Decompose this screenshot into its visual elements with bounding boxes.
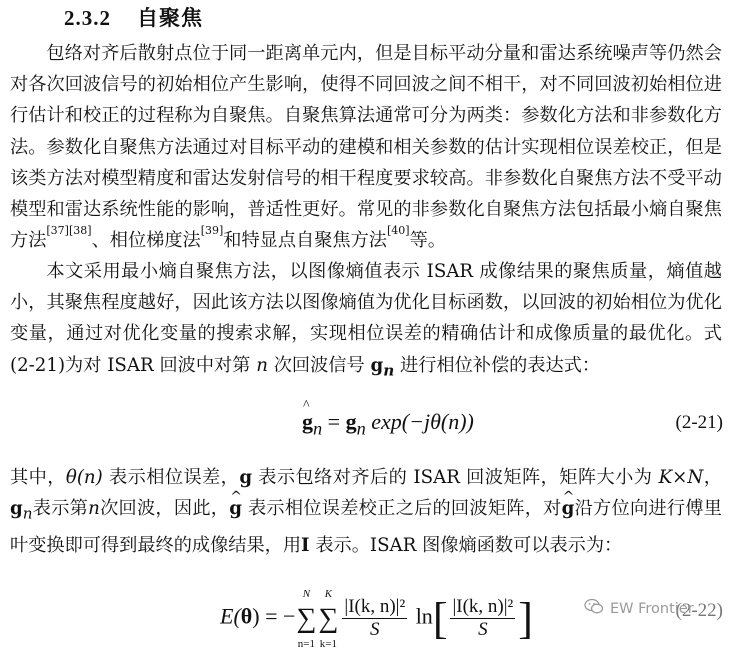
section-title: 自聚焦	[137, 5, 203, 30]
var-theta-n: θ(n)	[65, 467, 103, 488]
eq2-lhs-close: ) = −	[252, 603, 296, 629]
sum-k-lower: k=1	[319, 637, 337, 650]
citation-37-38[interactable]: [37][38]	[46, 224, 92, 238]
para1-text-a: 包络对齐后散射点位于同一距离单元内，但是目标平动分量和雷达系统噪声等仍然会对各次回波信号的初始相位产生影响，使得不同回波之间不相干，对不同回波初始相位进行估计和校正的过程称为自聚焦。自聚焦算法通常可分为两类：参数化方法和非参数化方法。参数化自聚焦方法通过对目标平动的建模和相关参数的估计实现相位误差校正，但是该类方法对模型精度和雷达发射信号的相干程度要求较高。非参数化自聚焦方法不受平动模型和雷达系统性能的影响，普适性更好。常见的非参数化自聚焦方法包括最小熵自聚焦方法	[10, 43, 722, 252]
para1-text-c: 和特显点自聚焦方法	[223, 230, 387, 252]
watermark-text: EW Frontier	[610, 600, 694, 617]
var-k-times-n: K×N	[658, 467, 704, 488]
fraction-intensity-2	[450, 596, 515, 641]
para1-text-d: 等。	[409, 230, 446, 252]
sum-k-upper: K	[324, 587, 333, 600]
eq1-g-sub: n	[356, 418, 366, 439]
sum-n-lower: n=1	[297, 637, 315, 650]
ln-symbol: ln	[410, 603, 433, 629]
para2-text-c: 进行相位补偿的表达式：	[400, 354, 601, 376]
var-g-n-sub: n	[22, 504, 33, 523]
equation-2-21	[0, 405, 733, 445]
para3-text-d: ，	[703, 467, 722, 488]
var-n-2: n	[88, 498, 100, 520]
eq1-lhs: ^ g	[302, 409, 313, 435]
equation-2-21-expr	[302, 409, 474, 439]
para1-text-b: 、相位梯度法	[91, 230, 201, 252]
eq2-lhs: E(	[220, 603, 241, 629]
section-heading	[64, 2, 203, 32]
eq1-lhs-sub: n	[313, 418, 323, 439]
para3-text-f: 次回波，因此，	[99, 498, 230, 520]
equation-number-2-22: (2-22)	[675, 600, 723, 621]
sum-over-n	[295, 587, 317, 650]
var-g-hat-2: ^ g	[562, 493, 575, 524]
watermark	[584, 598, 694, 619]
paragraph-definitions	[10, 462, 722, 561]
para3-text-e: 表示第	[32, 498, 89, 520]
right-bracket: ]	[518, 594, 533, 643]
para3-text-j: 表示。ISAR 图像熵函数可以表示为：	[315, 535, 623, 557]
para3-text-b: 表示相位误差，	[108, 467, 240, 488]
para3-text-a: 其中，	[10, 467, 66, 488]
wechat-icon	[584, 598, 604, 619]
frac2-denominator: S	[478, 619, 488, 640]
var-I: I	[301, 535, 310, 557]
left-bracket: [	[432, 594, 448, 643]
para3-text-c: 表示包络对齐后的 ISAR 回波矩阵，矩阵大小为	[258, 467, 653, 488]
var-g-matrix: g	[239, 467, 253, 488]
citation-40[interactable]: [40]	[387, 224, 410, 238]
para2-text-a: 本文采用最小熵自聚焦方法，以图像熵值表示 ISAR 成像结果的聚焦质量，熵值越小，其聚焦程度越好，因此该方法以图像熵值为优化目标函数，以回波的初始相位为优化变量，通过对优化变量的搜索求解，实现相位误差的精确估计和成像质量的最优化。式(2-21)为对 ISAR 回波中对第	[10, 261, 722, 376]
var-g-hat: ^ g	[229, 493, 242, 524]
eq2-theta: θ	[240, 603, 253, 629]
sum-n-upper: N	[302, 587, 311, 600]
citation-39[interactable]: [39]	[200, 224, 224, 238]
eq1-equals: =	[322, 409, 346, 434]
var-g: g	[370, 354, 384, 376]
eq1-rest: exp(−jθ(n))	[365, 409, 474, 434]
sigma-symbol: ∑	[318, 602, 339, 634]
var-g-sub: n	[383, 361, 395, 380]
fraction-intensity	[342, 596, 407, 641]
section-number: 2.3.2	[64, 6, 111, 30]
var-g-n: g	[10, 498, 23, 520]
frac2-numerator: |I(k, n)|²	[452, 596, 514, 617]
frac-numerator: |I(k, n)|²	[344, 596, 406, 617]
equation-2-22-expr	[220, 587, 533, 650]
para3-text-i: 沿方位向进行傅里叶变换即可得到最终的成像结果，用	[10, 498, 722, 557]
eq1-g: g	[345, 409, 357, 434]
para2-text-b: 次回波信号	[273, 354, 365, 376]
para3-text-h: 表示相位误差校正之后的回波矩阵，对	[247, 498, 562, 520]
frac-denominator: S	[370, 619, 380, 640]
paragraph-autofocus-intro	[10, 38, 722, 256]
var-n: n	[256, 354, 268, 376]
sum-over-k	[317, 587, 339, 650]
sigma-symbol: ∑	[296, 602, 317, 634]
paragraph-min-entropy	[10, 256, 722, 386]
equation-number-2-21: (2-21)	[675, 412, 723, 433]
